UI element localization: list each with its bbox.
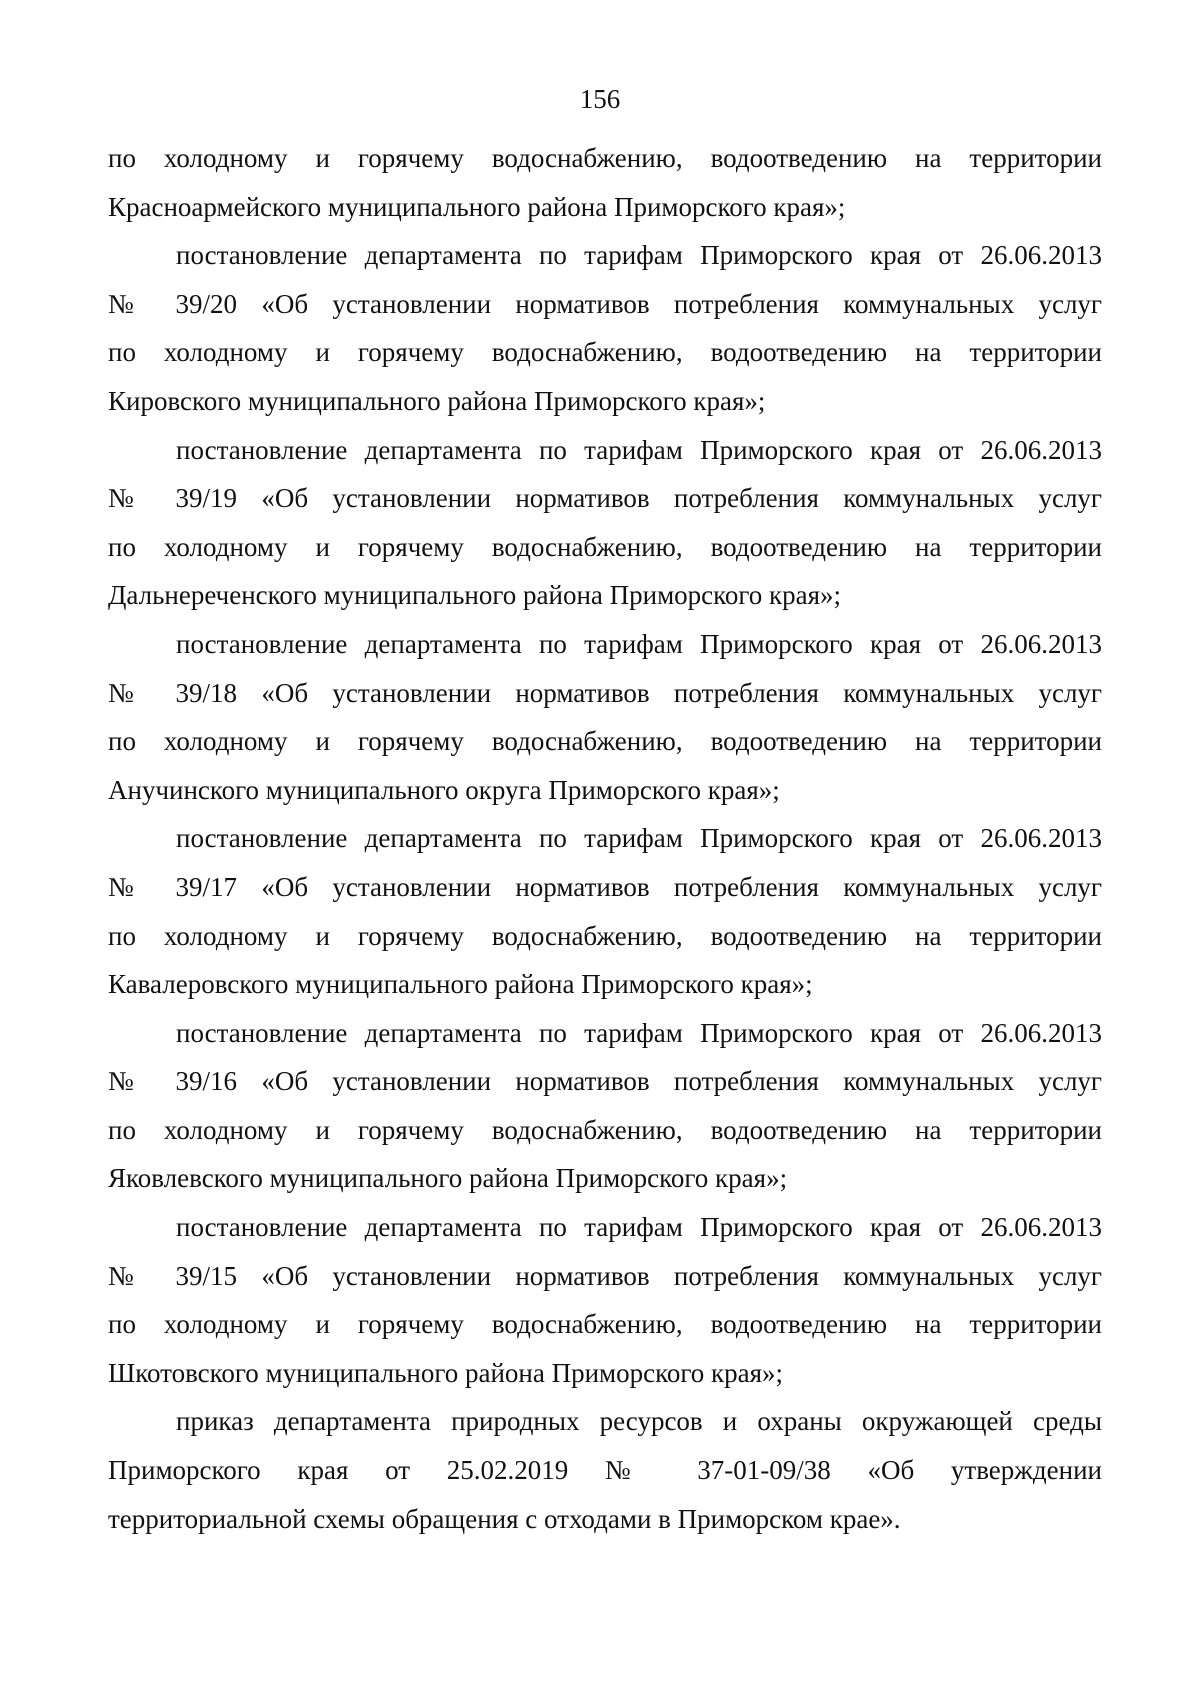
paragraph	[108, 1397, 1102, 1543]
text-line: № 39/18 «Об установлении нормативов потребления коммунальных услуг	[108, 677, 1102, 708]
paragraph	[108, 1009, 1102, 1203]
text-line: Дальнереченского муниципального района Приморского края»;	[108, 580, 842, 611]
text-line: Анучинского муниципального округа Приморского края»;	[108, 774, 780, 805]
text-line: по холодному и горячему водоснабжению, водоотведению на территории	[108, 920, 1102, 951]
paragraph	[108, 231, 1102, 425]
paragraph	[108, 620, 1102, 814]
text-line: Кавалеровского муниципального района Приморского края»;	[108, 969, 813, 1000]
text-line: № 39/17 «Об установлении нормативов потребления коммунальных услуг	[108, 871, 1102, 902]
text-line: Красноармейского муниципального района Приморского края»;	[108, 191, 846, 222]
text-line: № 39/15 «Об установлении нормативов потребления коммунальных услуг	[108, 1260, 1102, 1291]
text-line: по холодному и горячему водоснабжению, водоотведению на территории	[108, 143, 1102, 173]
text-line: Шкотовского муниципального района Приморского края»;	[108, 1357, 784, 1388]
text-line: постановление департамента по тарифам Приморского края от 26.06.2013	[176, 1017, 1102, 1048]
text-line: постановление департамента по тарифам Приморского края от 26.06.2013	[176, 1212, 1102, 1243]
text-line: № 39/20 «Об установлении нормативов потребления коммунальных услуг	[108, 288, 1102, 319]
paragraph	[108, 134, 1102, 231]
text-line: постановление департамента по тарифам Приморского края от 26.06.2013	[176, 434, 1102, 465]
text-line: Яковлевского муниципального района Приморского края»;	[108, 1163, 788, 1194]
text-line: № 39/16 «Об установлении нормативов потребления коммунальных услуг	[108, 1066, 1102, 1097]
text-line: по холодному и горячему водоснабжению, водоотведению на территории	[108, 337, 1102, 368]
text-line: по холодному и горячему водоснабжению, водоотведению на территории	[108, 1309, 1102, 1340]
text-line: по холодному и горячему водоснабжению, водоотведению на территории	[108, 531, 1102, 562]
paragraph	[108, 1203, 1102, 1397]
text-line: постановление департамента по тарифам Приморского края от 26.06.2013	[176, 823, 1102, 854]
text-line: № 39/19 «Об установлении нормативов потребления коммунальных услуг	[108, 483, 1102, 514]
text-line: по холодному и горячему водоснабжению, водоотведению на территории	[108, 1114, 1102, 1145]
text-line: Кировского муниципального района Приморского края»;	[108, 385, 766, 416]
text-line: приказ департамента природных ресурсов и охраны окружающей среды	[176, 1406, 1102, 1437]
text-line: территориальной схемы обращения с отходами в Приморском крае».	[108, 1503, 901, 1534]
text-line: постановление департамента по тарифам Приморского края от 26.06.2013	[176, 240, 1102, 271]
text-line: Приморского края от 25.02.2019 № 37-01-09/38 «Об утверждении	[108, 1455, 1102, 1486]
text-line: постановление департамента по тарифам Приморского края от 26.06.2013	[176, 628, 1102, 659]
paragraph	[108, 426, 1102, 620]
paragraph	[108, 814, 1102, 1008]
text-line: по холодному и горячему водоснабжению, водоотведению на территории	[108, 726, 1102, 757]
page-number: 156	[579, 84, 621, 114]
document-body	[108, 134, 1102, 1543]
